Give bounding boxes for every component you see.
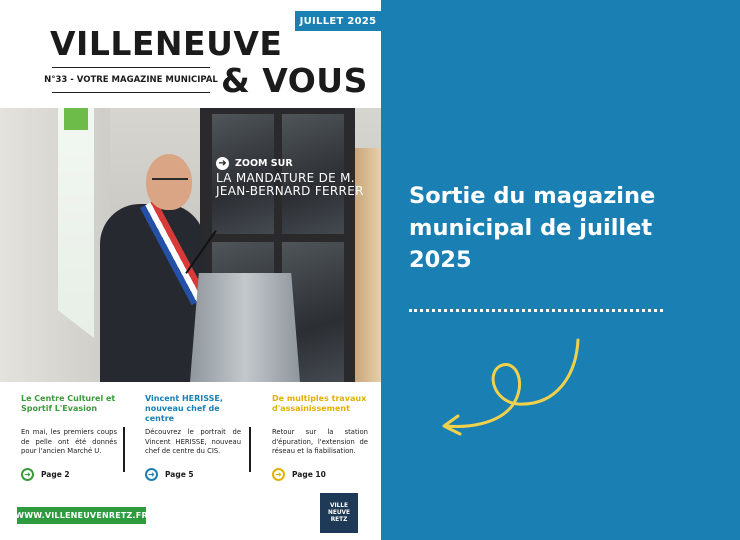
- zoom-title: LA MANDATURE DE M. JEAN-BERNARD FERRER: [216, 171, 364, 198]
- article-page-link[interactable]: [272, 468, 326, 481]
- article-page: Page 10: [292, 470, 326, 479]
- cover-photo: [0, 108, 381, 382]
- article-1: [21, 394, 117, 479]
- headline: Sortie du magazine municipal de juillet 2025: [409, 183, 656, 273]
- photo-banner: [58, 108, 94, 338]
- photo-lectern: [190, 273, 300, 382]
- article-3: [272, 394, 368, 479]
- issue-box: [44, 67, 218, 93]
- zoom-feature: [216, 157, 366, 198]
- article-page: Page 2: [41, 470, 70, 479]
- article-2: [145, 394, 241, 479]
- arrow-right-icon: ➜: [21, 468, 34, 481]
- photo-banner-logo: [64, 108, 88, 130]
- article-text: Retour sur la station d'épuration, l'extension de réseau et la fiabilisation.: [272, 428, 368, 455]
- article-page-link[interactable]: [145, 468, 194, 481]
- town-logo: [320, 493, 358, 533]
- zoom-label: ZOOM SUR: [235, 158, 293, 169]
- article-title: Vincent HERISSE, nouveau chef de centre: [145, 394, 223, 423]
- dotted-divider: [409, 309, 663, 312]
- magazine-title-line1: VILLENEUVE: [50, 24, 283, 63]
- article-title: De multiples travaux d'assainissement: [272, 394, 367, 413]
- article-page: Page 5: [165, 470, 194, 479]
- article-title: Le Centre Culturel et Sportif L'Evasion: [21, 394, 116, 413]
- logo-line: VILLE: [330, 502, 348, 509]
- article-text: En mai, les premiers coups de pelle ont été donnés pour l'ancien Marché U.: [21, 428, 117, 455]
- logo-line: RETZ: [330, 516, 348, 523]
- arrow-right-icon: ➜: [272, 468, 285, 481]
- divider: [249, 427, 251, 472]
- photo-glasses: [152, 178, 188, 186]
- logo-line: NEUVE: [328, 509, 350, 516]
- website-link[interactable]: WWW.VILLENEUVENRETZ.FR: [17, 507, 146, 524]
- divider: [123, 427, 125, 472]
- arrow-right-icon: ➜: [145, 468, 158, 481]
- issue-number: N°33 - VOTRE MAGAZINE MUNICIPAL: [44, 75, 218, 85]
- arrow-right-icon: ➜: [216, 157, 229, 170]
- date-tag: JUILLET 2025: [295, 11, 381, 31]
- magazine-title-line2: & VOUS: [221, 61, 368, 100]
- article-page-link[interactable]: [21, 468, 70, 481]
- curly-arrow-icon: [436, 336, 586, 446]
- article-text: Découvrez le portrait de Vincent HERISSE, nouveau chef de centre du CIS.: [145, 428, 241, 455]
